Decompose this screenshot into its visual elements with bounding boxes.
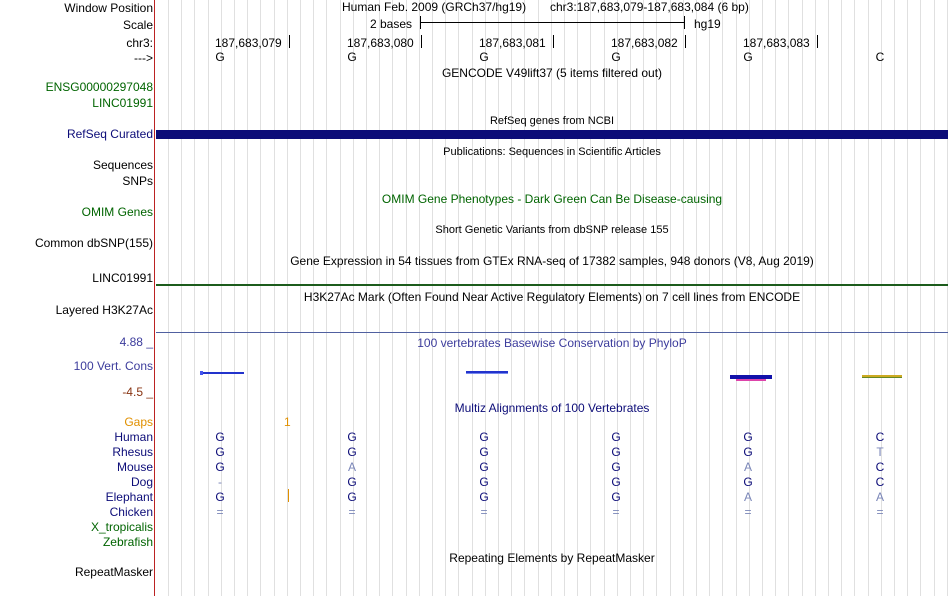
gaps-count: 1: [284, 415, 291, 429]
alignment-base: =: [216, 505, 224, 519]
phylop-mark-2: [466, 371, 508, 374]
species-label[interactable]: Chicken: [109, 505, 153, 519]
alignment-base: G: [611, 445, 621, 459]
phylop-max-label: 4.88 _: [119, 335, 153, 349]
alignment-base: G: [743, 475, 753, 489]
alignment-base: G: [215, 460, 225, 474]
phylop-min-label: -4.5 _: [122, 385, 153, 399]
repeatmasker-track-title: Repeating Elements by RepeatMasker: [449, 551, 655, 565]
position-title: chr3:187,683,079-187,683,084 (6 bp): [550, 0, 749, 14]
publications-sequences-label[interactable]: Sequences: [92, 158, 153, 172]
refseq-track-title: RefSeq genes from NCBI: [489, 115, 615, 127]
gtex-track-title: Gene Expression in 54 tissues from GTEx RNA-seq of 17382 samples, 948 donors (V8, Aug 2019): [290, 254, 814, 268]
gencode-track-title: GENCODE V49lift37 (5 items filtered out): [441, 66, 663, 80]
coordinate-tick: [553, 35, 554, 48]
coordinate-label: 187,683,079: [215, 36, 282, 50]
assembly-title: Human Feb. 2009 (GRCh37/hg19): [342, 0, 527, 14]
alignment-base: G: [743, 445, 753, 459]
alignment-base: =: [744, 505, 752, 519]
refseq-gene-feature[interactable]: [156, 130, 948, 139]
chr-label: chr3:: [126, 36, 153, 50]
window-position-label: Window Position: [64, 1, 153, 15]
alignment-base: A: [875, 490, 885, 504]
elephant-insertion-mark: [288, 489, 289, 502]
alignment-base: G: [215, 490, 225, 504]
alignment-base: -: [218, 475, 222, 489]
reference-base: G: [611, 50, 621, 64]
refseq-track-label[interactable]: RefSeq Curated: [66, 127, 153, 141]
alignment-base: G: [347, 430, 357, 444]
scale-text: 2 bases: [370, 17, 413, 31]
scale-label: Scale: [122, 18, 153, 32]
alignment-base: G: [611, 475, 621, 489]
gtex-expression-bar[interactable]: [156, 284, 948, 286]
gencode-item-label-linc[interactable]: LINC01991: [92, 96, 153, 110]
phylop-mark-1: [200, 371, 244, 375]
coordinate-label: 187,683,082: [611, 36, 678, 50]
species-label[interactable]: Elephant: [105, 490, 153, 504]
dbsnp-track-title: Short Genetic Variants from dbSNP release 155: [435, 224, 669, 236]
alignment-base: T: [876, 445, 884, 459]
alignment-base: G: [479, 475, 489, 489]
alignment-base: G: [479, 445, 489, 459]
publications-snps-label[interactable]: SNPs: [122, 174, 153, 188]
coordinate-tick: [421, 35, 422, 48]
omim-track-label[interactable]: OMIM Genes: [81, 205, 153, 219]
alignment-base: A: [743, 490, 753, 504]
multiz-track-title: Multiz Alignments of 100 Vertebrates: [454, 401, 650, 415]
linc01991-gene-feature[interactable]: [156, 101, 948, 107]
alignment-base: C: [875, 430, 885, 444]
alignment-base: G: [611, 490, 621, 504]
phylop-mark-3: [730, 375, 772, 381]
scale-bar: [420, 22, 684, 23]
alignment-base: G: [479, 490, 489, 504]
gaps-label: Gaps: [124, 415, 153, 429]
alignment-base: G: [347, 475, 357, 489]
reference-base: C: [875, 50, 885, 64]
alignment-base: G: [479, 460, 489, 474]
reference-base: G: [479, 50, 489, 64]
repeatmasker-track-label[interactable]: RepeatMasker: [74, 565, 153, 579]
species-label[interactable]: Human: [114, 430, 153, 444]
phylop-track-title: 100 vertebrates Basewise Conservation by PhyloP: [417, 336, 687, 350]
alignment-base: G: [611, 430, 621, 444]
gencode-item-label-ensg[interactable]: ENSG00000297048: [45, 80, 153, 94]
phylop-signal[interactable]: [156, 364, 948, 386]
alignment-base: C: [875, 475, 885, 489]
db-label: hg19: [694, 17, 721, 31]
h3k27ac-signal-line[interactable]: [156, 332, 948, 333]
species-label[interactable]: Rhesus: [112, 445, 153, 459]
reference-base: G: [215, 50, 225, 64]
strand-arrow-label: --->: [134, 51, 153, 65]
alignment-base: =: [612, 505, 620, 519]
species-label[interactable]: X_tropicalis: [90, 520, 153, 534]
reference-base: G: [743, 50, 753, 64]
species-label[interactable]: Zebrafish: [102, 535, 153, 549]
h3k27ac-track-title: H3K27Ac Mark (Often Found Near Active Regulatory Elements) on 7 cell lines from ENCODE: [303, 290, 801, 304]
reference-base: G: [347, 50, 357, 64]
alignment-base: G: [479, 430, 489, 444]
publications-track-title: Publications: Sequences in Scientific Articles: [443, 146, 661, 158]
coordinate-tick: [817, 35, 818, 48]
alignment-base: G: [743, 430, 753, 444]
phylop-mark-4: [862, 375, 902, 378]
scale-bar-right-tick: [684, 16, 685, 29]
label-separator-line: [154, 0, 155, 596]
alignment-base: G: [347, 445, 357, 459]
coordinate-label: 187,683,081: [479, 36, 546, 50]
coordinate-tick: [289, 35, 290, 48]
alignment-base: =: [348, 505, 356, 519]
alignment-base: G: [347, 490, 357, 504]
alignment-base: A: [347, 460, 357, 474]
alignment-base: A: [743, 460, 753, 474]
omim-track-title: OMIM Gene Phenotypes - Dark Green Can Be Disease-causing: [381, 192, 723, 206]
coordinate-tick: [685, 35, 686, 48]
alignment-base: G: [611, 460, 621, 474]
dbsnp-track-label[interactable]: Common dbSNP(155): [34, 236, 153, 250]
alignment-base: =: [480, 505, 488, 519]
species-label[interactable]: Dog: [130, 475, 153, 489]
alignment-base: =: [876, 505, 884, 519]
alignment-base: C: [875, 460, 885, 474]
ensg-gene-feature[interactable]: [156, 86, 948, 92]
alignment-base: G: [215, 430, 225, 444]
phylop-track-label[interactable]: 100 Vert. Cons: [73, 359, 153, 373]
coordinate-label: 187,683,080: [347, 36, 414, 50]
coordinate-label: 187,683,083: [743, 36, 810, 50]
species-label[interactable]: Mouse: [116, 460, 153, 474]
gtex-item-label[interactable]: LINC01991: [92, 271, 153, 285]
alignment-base: G: [215, 445, 225, 459]
h3k27ac-track-label[interactable]: Layered H3K27Ac: [55, 303, 153, 317]
